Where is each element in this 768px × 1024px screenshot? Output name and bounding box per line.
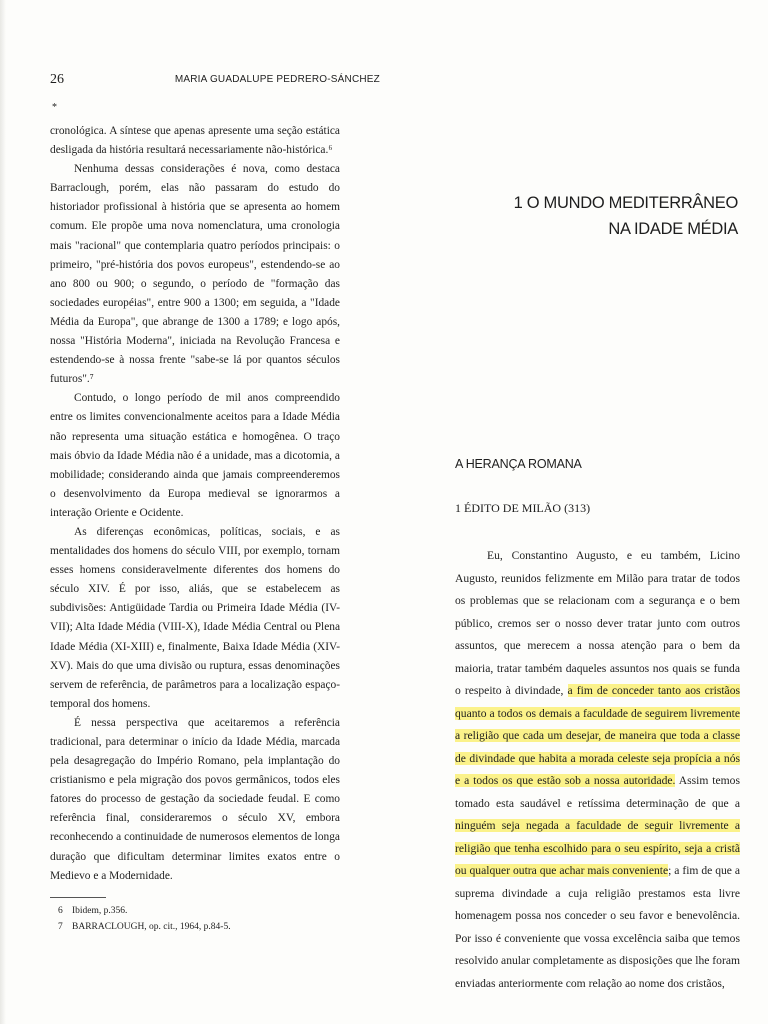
right-body-text	[455, 545, 740, 995]
footnotes	[50, 903, 340, 935]
page-edge-shadow	[0, 0, 6, 1024]
running-head: MARIA GUADALUPE PEDRERO-SÁNCHEZ	[174, 74, 380, 85]
chapter-title-line: 1 O MUNDO MEDITERRÂNEO	[513, 194, 738, 212]
chapter-title	[478, 190, 738, 242]
left-body-text	[50, 122, 340, 886]
paragraph	[455, 545, 740, 995]
left-page-header	[50, 72, 380, 88]
text-run: Assim temos tomado esta saudável e retíssima determinação de que a	[455, 774, 740, 810]
margin-mark: *	[52, 102, 57, 113]
highlighted-passage: ninguém seja negada a faculdade de seguir livremente a religião que tenha escolhido para o seu espírito, seja a cristã ou qualquer outra que achar mais conveniente	[455, 819, 740, 877]
footnote: 6 Ibidem, p.356.	[58, 906, 128, 916]
paragraph: cronológica. A síntese que apenas apresente uma seção estática desligada da história resultará necessariamente não-histórica.⁶	[50, 125, 340, 157]
paragraph: Nenhuma dessas considerações é nova, como destaca Barraclough, porém, elas não passaram do estudo do historiador profissional à história que se apresenta ao homem comum. Ele propõe uma nova nomenclatura, uma cronologia mais "racional" que contemplaria quatro períodos principais: o primeiro, "pré-história dos povos europeus", estendendo-se ao ano 800 ou 900; o segundo, o período de "formação das sociedades européias", entre 900 a 1300; em seguida, a "Idade Média da Europa", que abrange de 1300 a 1789; e logo após, nossa "História Moderna", iniciada na Revolução Francesa e estendendo-se à nossa frente "sabe-se lá por quantos séculos futuros".⁷	[50, 163, 340, 386]
paragraph: Contudo, o longo período de mil anos compreendido entre os limites convencionalmente aceitos para a Idade Média não representa uma situação estática e homogênea. O traço mais óbvio da Idade Média não é a unidade, mas a dicotomia, a mobilidade; considerando ainda que jamais compreenderemos o desenvolvimento da Europa medieval se ignorarmos a interação Oriente e Ocidente.	[50, 392, 340, 519]
footnote-rule	[50, 897, 106, 898]
page-number: 26	[50, 72, 64, 87]
highlighted-passage: a fim de conceder tanto aos cristãos quanto a todos os demais a faculdade de seguirem livremente a religião que cada um desejar, de maneira que toda a classe de divindade que habita a morada celeste seja propícia a nós e a todos os que estão sob a nossa autoridade.	[455, 684, 741, 787]
paragraph: É nessa perspectiva que aceitaremos a referência tradicional, para determinar o início da Idade Média, marcada pela desagregação do Império Romano, pela implantação do cristianismo e pela migração dos povos germânicos, todos eles fatores do processo de gestação da sociedade feudal. E como referência final, consideraremos o século XV, embora reconhecendo a continuidade de numerosos elementos de longa duração que dificultam determinar limites exatos entre o Medievo e a Modernidade.	[50, 716, 340, 882]
paragraph: As diferenças econômicas, políticas, sociais, e as mentalidades dos homens do século VIII, por exemplo, tornam esses homens consideravelmente diferentes dos homens do século XIV. É por isso, aliás, que se estabelecem as subdivisões: Antigüidade Tardia ou Primeira Idade Média (IV-VII); Alta Idade Média (VIII-X), Idade Média Central ou Plena Idade Média (XI-XIII) e, finalmente, Baixa Idade Média (XIV-XV). Mais do que uma divisão ou ruptura, essas denominações servem de referência, de parâmetros para a localização espaço-temporal dos homens.	[50, 525, 340, 710]
text-run: ; a fim de que a suprema divindade a cuja religião prestamos esta livre homenagem possa nos conceder o seu favor e benevolência. Por isso é conveniente que vossa excelência saiba que temos resolvido anular completamente as disposições que lhe foram enviadas anteriormente com relação ao nome dos cristãos,	[455, 864, 741, 990]
chapter-title-line: NA IDADE MÉDIA	[608, 220, 738, 238]
text-run: Eu, Constantino Augusto, e eu também, Licino Augusto, reunidos felizmente em Milão para tratar de todos os problemas que se relacionam com a segurança e o bem público, cremos ser o nosso dever tratar junto com outros assuntos, que merecem a nossa atenção para o bem da maioria, tratar também daqueles assuntos nos quais se funda o respeito à divindade,	[455, 549, 740, 697]
footnote: 7 BARRACLOUGH, op. cit., 1964, p.84-5.	[58, 922, 231, 932]
section-title: A HERANÇA ROMANA	[455, 457, 582, 471]
subsection-title: 1 ÉDITO DE MILÃO (313)	[455, 501, 591, 515]
